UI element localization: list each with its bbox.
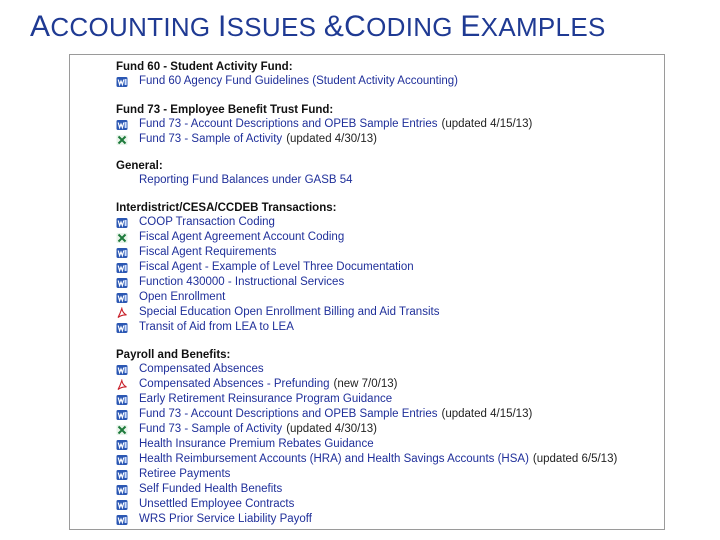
page-title — [30, 10, 606, 44]
section-heading: Fund 73 - Employee Benefit Trust Fund: — [116, 104, 334, 116]
document-link[interactable]: Fund 60 Agency Fund Guidelines (Student Activity Accounting) — [139, 75, 458, 87]
list-item — [116, 74, 458, 89]
title-ampersand: & — [323, 10, 345, 43]
list-item — [116, 392, 617, 407]
list-item — [116, 230, 439, 245]
document-link[interactable]: Fiscal Agent - Example of Level Three Documentation — [139, 261, 414, 273]
word-doc-icon — [116, 322, 128, 334]
list-item — [116, 215, 439, 230]
document-link[interactable]: Fiscal Agent Requirements — [139, 246, 277, 258]
section-payroll-benefits — [116, 348, 617, 527]
list-item — [116, 437, 617, 452]
word-doc-icon — [116, 394, 128, 406]
title-word: SSUES — [226, 12, 317, 42]
document-link[interactable]: Compensated Absences — [139, 363, 264, 375]
list-item — [116, 305, 439, 320]
document-link[interactable]: Retiree Payments — [139, 468, 231, 480]
title-initial: E — [460, 10, 481, 43]
document-link[interactable]: Fiscal Agent Agreement Account Coding — [139, 231, 345, 243]
excel-sheet-icon — [116, 424, 128, 436]
title-initial: A — [30, 10, 51, 43]
document-link[interactable]: Fund 73 - Account Descriptions and OPEB Sample Entries — [139, 118, 438, 130]
section-heading: Interdistrict/CESA/CCDEB Transactions: — [116, 202, 337, 214]
update-note: (updated 4/15/13) — [441, 408, 533, 420]
update-note: (updated 6/5/13) — [532, 453, 618, 465]
word-doc-icon — [116, 292, 128, 304]
list-item — [116, 275, 439, 290]
document-link[interactable]: Transit of Aid from LEA to LEA — [139, 321, 294, 333]
excel-sheet-icon — [116, 232, 128, 244]
word-doc-icon — [116, 262, 128, 274]
document-link[interactable]: Early Retirement Reinsurance Program Guidance — [139, 393, 393, 405]
title-word: CCOUNTING — [50, 12, 211, 42]
update-note: (updated 4/30/13) — [286, 423, 377, 435]
document-link[interactable]: Compensated Absences - Prefunding — [139, 378, 330, 390]
document-link[interactable]: Self Funded Health Benefits — [139, 483, 283, 495]
list-item — [116, 407, 617, 422]
word-doc-icon — [116, 454, 128, 466]
word-doc-icon — [116, 409, 128, 421]
word-doc-icon — [116, 484, 128, 496]
list-item — [116, 377, 617, 392]
document-link[interactable]: Fund 73 - Sample of Activity — [139, 133, 283, 145]
title-initial: I — [217, 10, 227, 43]
list-item — [116, 362, 617, 377]
list-item — [116, 422, 617, 437]
document-link[interactable]: Health Reimbursement Accounts (HRA) and Health Savings Accounts (HSA) — [139, 453, 529, 465]
document-link[interactable]: COOP Transaction Coding — [139, 216, 275, 228]
update-note: (new 7/0/13) — [333, 378, 398, 390]
document-link[interactable]: Special Education Open Enrollment Billing and Aid Transits — [139, 306, 440, 318]
update-note: (updated 4/15/13) — [441, 118, 533, 130]
word-doc-icon — [116, 217, 128, 229]
section-fund-60 — [116, 60, 458, 89]
word-doc-icon — [116, 76, 128, 88]
section-heading: Fund 60 - Student Activity Fund: — [116, 61, 293, 73]
pdf-icon — [116, 307, 128, 319]
list-item — [116, 497, 617, 512]
word-doc-icon — [116, 439, 128, 451]
pdf-icon — [116, 379, 128, 391]
section-general — [116, 159, 353, 188]
update-note: (updated 4/30/13) — [286, 133, 377, 145]
title-word: XAMPLES — [480, 12, 606, 42]
list-item — [116, 467, 617, 482]
list-item — [116, 260, 439, 275]
list-item — [116, 320, 439, 335]
word-doc-icon — [116, 247, 128, 259]
section-heading: Payroll and Benefits: — [116, 349, 231, 361]
word-doc-icon — [116, 499, 128, 511]
list-item — [116, 482, 617, 497]
section-heading: General: — [116, 160, 163, 172]
title-word: ODING — [366, 12, 453, 42]
word-doc-icon — [116, 469, 128, 481]
list-item — [116, 132, 532, 147]
word-doc-icon — [116, 364, 128, 376]
list-item — [116, 117, 532, 132]
word-doc-icon — [116, 277, 128, 289]
title-initial: C — [344, 10, 367, 43]
list-item — [116, 245, 439, 260]
list-item — [116, 173, 353, 188]
resource-panel — [69, 54, 665, 530]
document-link[interactable]: Function 430000 - Instructional Services — [139, 276, 345, 288]
document-link[interactable]: Reporting Fund Balances under GASB 54 — [139, 174, 353, 186]
document-link[interactable]: Fund 73 - Sample of Activity — [139, 423, 283, 435]
list-item — [116, 290, 439, 305]
document-link[interactable]: WRS Prior Service Liability Payoff — [139, 513, 312, 525]
document-link[interactable]: Health Insurance Premium Rebates Guidance — [139, 438, 374, 450]
document-link[interactable]: Open Enrollment — [139, 291, 226, 303]
section-fund-73 — [116, 103, 532, 147]
document-link[interactable]: Fund 73 - Account Descriptions and OPEB Sample Entries — [139, 408, 438, 420]
excel-sheet-icon — [116, 134, 128, 146]
document-link[interactable]: Unsettled Employee Contracts — [139, 498, 295, 510]
list-item — [116, 512, 617, 527]
word-doc-icon — [116, 119, 128, 131]
list-item — [116, 452, 617, 467]
word-doc-icon — [116, 514, 128, 526]
section-interdistrict — [116, 201, 439, 335]
